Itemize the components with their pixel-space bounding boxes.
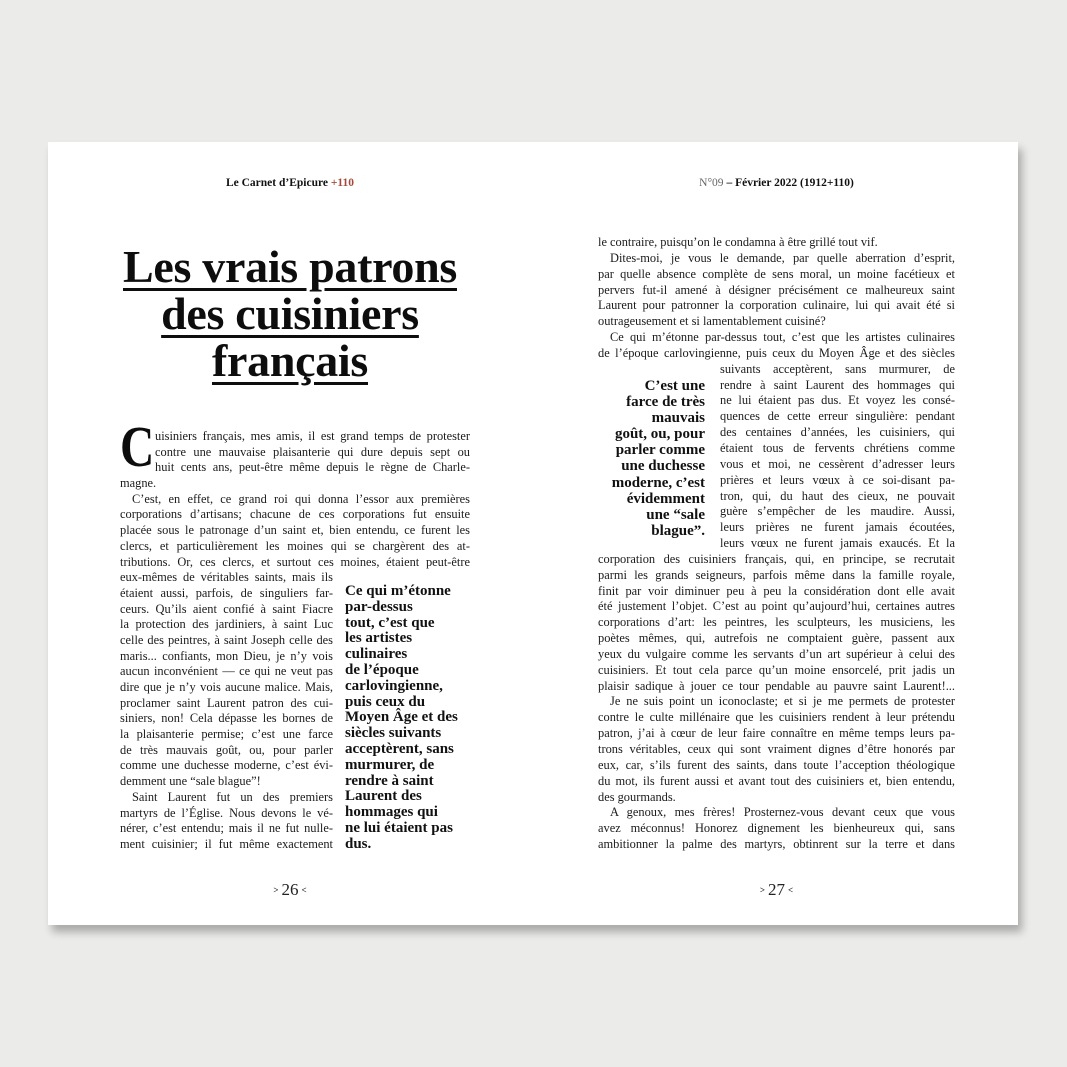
body-line: du mot, ils furent aussi et avant tout des cuisiniers et, bien entendu, xyxy=(598,773,955,788)
folio-arrow-close: < xyxy=(788,885,794,895)
issue-number: N°09 xyxy=(699,177,724,189)
body-line: comme une duchesse moderne, c’est évi- xyxy=(120,758,333,773)
body-line: vous et moi, ne cessèrent d’adresser leurs xyxy=(720,456,955,471)
pull-quote-line: tout, c’est que xyxy=(345,614,435,631)
headline-text: Les vrais patrons xyxy=(123,241,457,292)
body-line: trons véritables, ceux qui sont vraiment dignes d’être honorés par xyxy=(598,742,955,756)
body-line: parmi les grands seigneurs, parfois même dans la famille royale, xyxy=(598,567,955,582)
magazine-title: Le Carnet d’Epicure xyxy=(225,177,328,189)
body-line: par quelle absence complète de sens moral, un moine facétieux et xyxy=(598,266,955,281)
pull-quote-line: puis ceux du xyxy=(345,693,426,710)
pull-quote-line: Laurent des xyxy=(345,788,422,805)
body-line: patron, j’ai à cœur de leur faire connaître en même temps leurs pa- xyxy=(598,726,955,741)
page-number xyxy=(90,880,490,900)
body-line: nérer, c’est entendu; mais il ne fut nulle- xyxy=(120,821,333,836)
folio-number: 27 xyxy=(768,880,785,899)
drop-cap: C xyxy=(120,414,155,479)
folio-arrow-open: > xyxy=(273,885,279,895)
pull-quote-line: C’est une xyxy=(644,378,705,394)
issue-date: – Février 2022 xyxy=(726,177,798,189)
body-line: ambitionner la palme des martyrs, obtinrent sur la terre et dans xyxy=(598,837,955,852)
headline-line xyxy=(90,290,490,337)
folio-arrow-close: < xyxy=(301,885,307,895)
body-line: leurs vœux ne furent jamais exaucés. Et la xyxy=(720,536,955,551)
magazine-spread xyxy=(48,142,1018,925)
body-line: siniers, non! Cela dépasse les bornes de xyxy=(120,711,333,726)
pull-quote-line: hommages qui xyxy=(345,804,438,821)
body-line: A genoux, mes frères! Prosternez-vous devant ceux que vous xyxy=(610,805,955,820)
body-line: proclamer saint Laurent patron des cui- xyxy=(120,695,333,710)
right-page xyxy=(533,142,1018,925)
pull-quote-line: une duchesse xyxy=(621,458,705,475)
body-line: contre le culte millénaire que les cuisiniers rendent à leur prétendu xyxy=(598,710,955,725)
body-line: rendre à saint Laurent des hommages qui xyxy=(720,377,955,392)
pull-quote-line: culinaires xyxy=(345,646,408,663)
body-line: prières et leurs vœux à ce soi-disant pa- xyxy=(720,472,955,487)
body-line: finit par voir diminuer peu à peu la considération dont elle avait xyxy=(598,583,955,598)
body-line: ment cuisinier; il fut même exactement xyxy=(120,836,333,851)
pull-quote-line: de l’époque xyxy=(345,661,419,678)
pull-quote-line: une “sale xyxy=(646,506,705,523)
issue-anniversary: (1912+110) xyxy=(800,177,854,189)
body-line: suivants acceptèrent, sans murmurer, de xyxy=(720,361,955,376)
body-line: aucun inconvénient — ce qui ne veut pas xyxy=(120,664,333,679)
pull-quote-line: évidemment xyxy=(626,490,705,507)
body-line: plaisir sadique à jouer ce tour pendable au pauvre saint Laurent!... xyxy=(598,678,955,693)
body-line: cuisiniers. Et tout cela parce qu’un moine ensorcelé, prit jadis un xyxy=(598,662,955,677)
pull-quote-line: Ce qui m’étonne xyxy=(345,583,451,599)
body-line: corporations d’artisans; chacune de ces corporations fut ensuite xyxy=(120,507,470,522)
body-line: de très mauvais goût, ou, pour parler xyxy=(120,742,333,757)
body-line: guère s’empêcher de les maudire. Aussi, xyxy=(720,504,955,519)
article-headline xyxy=(90,243,490,384)
pull-quote-line: farce de très xyxy=(626,394,705,411)
body-line: Saint Laurent fut un des premiers xyxy=(132,789,333,804)
body-column xyxy=(598,235,955,853)
body-line: huit cents ans, peut-être même depuis le règne de Charle- xyxy=(155,460,470,475)
body-line: tributions. Or, ces clercs, et surtout ces moines, étaient peut-être xyxy=(120,554,470,569)
body-line: outrageusement et si lamentablement cuisiné? xyxy=(598,314,826,329)
pull-quote-line: murmurer, de xyxy=(345,756,435,773)
body-line: dire que je n’y vois aucune malice. Mais, xyxy=(120,680,333,694)
pull-quote-line: les artistes xyxy=(345,630,413,647)
pull-quote-line: siècles suivants xyxy=(345,725,442,742)
body-line: corporation des cuisiniers français, qui, en principe, se recrutait xyxy=(598,551,955,566)
pull-quote xyxy=(598,378,705,539)
body-line: tron, qui, du haut des cieux, ne pouvait xyxy=(720,488,955,503)
body-line: des centaines d’années, les cuisiniers, qui xyxy=(720,425,955,440)
pull-quote xyxy=(345,584,470,853)
body-line: clercs, et particulièrement les moines qui se chargèrent des at- xyxy=(120,538,470,553)
body-line: pervers fut-il amené à désigner précisément ce malheureux saint xyxy=(598,282,955,297)
left-page xyxy=(48,142,533,925)
body-line: des gourmands. xyxy=(598,789,676,804)
folio-arrow-open: > xyxy=(759,885,765,895)
pull-quote-line: mauvais xyxy=(651,410,705,427)
body-line: yeux du vulgaire comme les servants d’un art supérieur à celui des xyxy=(598,646,955,661)
body-line: la plaisanterie permise; c’est une farce xyxy=(120,727,333,742)
body-line: placée sous le patronage d’un saint et, bien entendu, ce furent les xyxy=(120,523,470,538)
pull-quote-line: carlovingienne, xyxy=(345,677,443,694)
body-line: celle des peintres, à saint Joseph celle des xyxy=(120,632,333,647)
body-line: martyrs de l’Église. Nous devons le vé- xyxy=(120,805,333,820)
headline-text: des cuisiniers xyxy=(161,288,419,339)
pull-quote-line: ne lui étaient pas xyxy=(345,819,453,836)
body-line: été justement l’objet. C’est au point qu’aujourd’hui, certaines autres xyxy=(598,599,955,614)
page-number xyxy=(598,880,955,900)
body-line: ceurs. Qu’ils aient confié à saint Fiacre xyxy=(120,601,333,616)
anniversary-mark: +110 xyxy=(330,177,355,189)
pull-quote-line: Moyen Âge et des xyxy=(345,709,458,726)
body-line: étaient tous de fervents chrétiens comme xyxy=(720,440,955,455)
body-line: eux, car, s’ils furent des saints, dans toute l’acception théologique xyxy=(598,757,955,772)
body-line: poètes mêmes, qui, autrefois ne comptaient guère, passent aux xyxy=(598,631,955,646)
body-line: corporations d’art: les peintres, les sculpteurs, les musiciens, les xyxy=(598,615,955,630)
pull-quote-line: acceptèrent, sans xyxy=(345,740,454,757)
running-header xyxy=(598,176,955,190)
pull-quote-line: moderne, c’est xyxy=(611,474,705,491)
body-line: leurs prières ne furent jamais écoutées, xyxy=(720,520,955,535)
body-line: étaient aussi, parfois, de singuliers far- xyxy=(120,585,333,600)
body-line: avez méconnus! Honorez dignement les bienheureux qui, sans xyxy=(598,821,955,836)
pull-quote-line: parler comme xyxy=(615,442,705,459)
body-line: Ce qui m’étonne par-dessus tout, c’est que les artistes culinaires xyxy=(610,330,955,345)
body-line: magne. xyxy=(120,476,157,491)
body-line: quences de cette erreur singulière: pendant xyxy=(720,409,955,424)
body-line: uisiniers français, mes amis, il est grand temps de protester xyxy=(155,429,470,443)
pull-quote-line: blague”. xyxy=(651,522,705,539)
body-line: contre une mauvaise plaisanterie qui dure depuis sept ou xyxy=(155,444,470,459)
body-line: ne lui étaient pas dus. Et voyez les consé- xyxy=(720,393,955,408)
pull-quote-line: par-dessus xyxy=(345,598,413,615)
headline-line xyxy=(90,243,490,290)
headline-text: français xyxy=(211,335,369,386)
pull-quote-line: goût, ou, pour xyxy=(614,426,705,443)
body-line: eux-mêmes de véritables saints, mais ils xyxy=(120,570,333,585)
body-line: le contraire, puisqu’on le condamna à être grillé tout vif. xyxy=(598,235,878,249)
headline-line xyxy=(90,337,490,384)
body-line: Je ne suis point un iconoclaste; et si je me permets de protester xyxy=(610,694,955,709)
body-line: demment une “sale blague”! xyxy=(120,774,261,789)
running-header xyxy=(90,176,490,190)
body-line: C’est, en effet, ce grand roi qui donna l’essor aux premières xyxy=(132,491,470,506)
pull-quote-line: dus. xyxy=(345,835,372,852)
body-line: Laurent pour patronner la corporation culinaire, lui qui avait été si xyxy=(598,298,955,313)
body-line: Dites-moi, je vous le demande, par quelle aberration d’esprit, xyxy=(610,250,955,265)
pull-quote-line: rendre à saint xyxy=(345,772,434,789)
folio-number: 26 xyxy=(281,880,299,899)
body-line: de l’époque carlovingienne, puis ceux du Moyen Âge et des siècles xyxy=(598,345,955,360)
body-line: maris... confiants, mon Dieu, je n’y vois xyxy=(120,648,333,663)
body-line: la protection des jardiniers, à saint Luc xyxy=(120,617,333,632)
